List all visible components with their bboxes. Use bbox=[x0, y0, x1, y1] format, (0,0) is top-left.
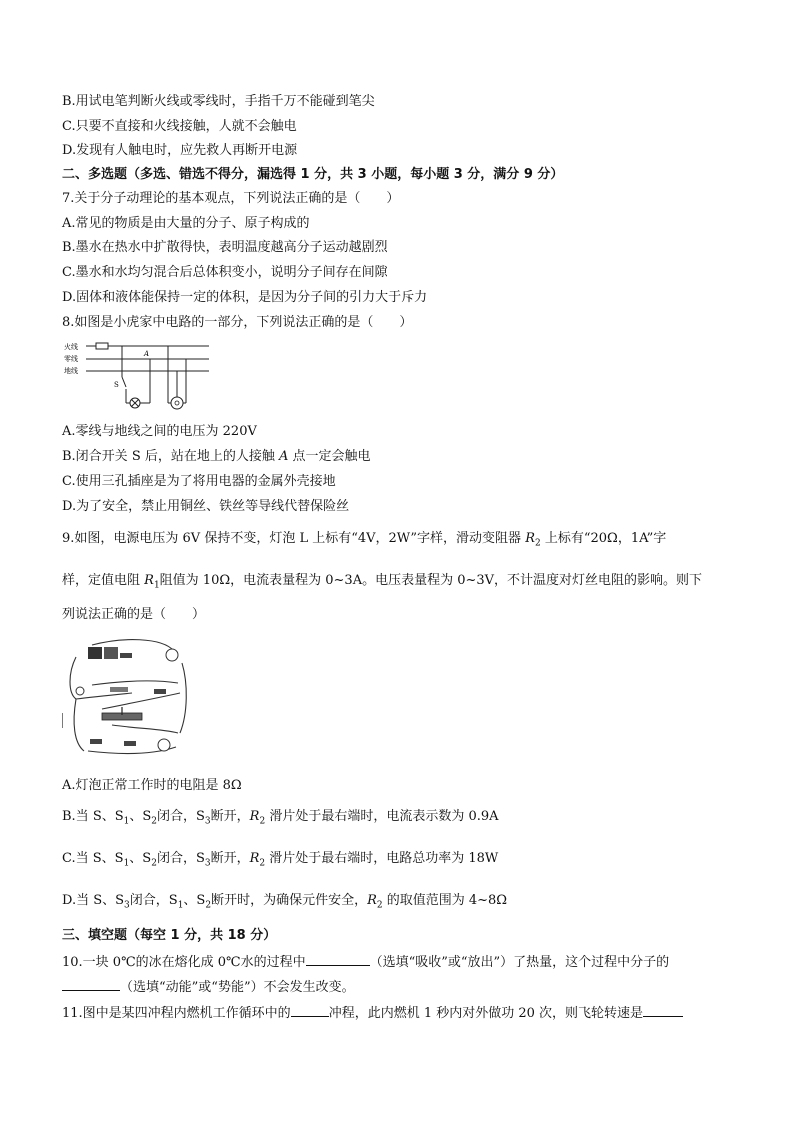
section2-heading: 二、多选题（多选、错选不得分，漏选得 1 分，共 3 小题，每小题 3 分，满分 9 分） bbox=[62, 167, 564, 182]
switch-s1-icon bbox=[154, 689, 166, 694]
ground-wire-label: 地线 bbox=[64, 367, 78, 375]
q8-option-a: A.零线与地线之间的电压为 220V bbox=[62, 424, 257, 439]
q6-option-d: D.发现有人触电时，应先救人再断开电源 bbox=[62, 143, 298, 158]
q11-blank-1[interactable] bbox=[291, 1004, 329, 1017]
neutral-wire-label: 零线 bbox=[64, 355, 78, 363]
switch-s3-icon bbox=[124, 741, 136, 746]
q6-option-c: C.只要不直接和火线接触，人就不会触电 bbox=[62, 119, 297, 134]
q7-option-a: A.常见的物质是由大量的分子、原子构成的 bbox=[62, 216, 310, 231]
q11-line1: 11.图中是某四冲程内燃机工作循环中的 冲程，此内燃机 1 秒内对外做功 20 次，则飞轮转速是 bbox=[62, 1004, 683, 1022]
q10-line1: 10.一块 0℃的冰在熔化成 0℃水的过程中 （选填“吸收”或“放出”）了热量，这个过程中分子的 bbox=[62, 955, 670, 970]
q9-stem-line2: 样，定值电阻 $R_1$阻值为 10Ω，电流表量程为 0~3A。电压表量程为 0~3V，不计温度对灯丝电阻的影响。则下 bbox=[62, 573, 703, 591]
switch-icon bbox=[122, 377, 126, 387]
q9-option-c: C.当 S、$S_1$、$S_2$闭合，$S_3$断开，$R_2$ 滑片处于最右端时，电路总功率为 18W bbox=[62, 851, 499, 869]
q7-stem: 7.关于分子动理论的基本观点，下列说法正确的是（ ） bbox=[62, 191, 400, 206]
live-wire-label: 火线 bbox=[64, 343, 78, 351]
resistor-icon bbox=[110, 687, 128, 692]
q6-option-b: B.用试电笔判断火线或零线时，手指千万不能碰到笔尖 bbox=[62, 94, 375, 109]
battery-icon bbox=[88, 647, 102, 659]
q9-option-a: A.灯泡正常工作时的电阻是 8Ω bbox=[62, 778, 242, 793]
q8-option-d: D.为了安全，禁止用铜丝、铁丝等导线代替保险丝 bbox=[62, 499, 350, 514]
bulb-icon bbox=[76, 687, 84, 695]
q7-option-b: B.墨水在热水中扩散得快，表明温度越高分子运动越剧烈 bbox=[62, 240, 388, 255]
switch-s2-icon bbox=[90, 739, 102, 744]
switch-s-icon bbox=[120, 653, 132, 658]
switch-label: S bbox=[114, 381, 119, 389]
voltmeter-icon bbox=[158, 739, 170, 751]
q8-stem: 8.如图是小虎家中电路的一部分，下列说法正确的是（ ） bbox=[62, 315, 413, 330]
q9-option-b: B.当 S、$S_1$、$S_2$闭合，$S_3$断开，$R_2$ 滑片处于最右端时，电流表示数为 0.9A bbox=[62, 809, 499, 827]
q9-circuit-figure bbox=[62, 633, 190, 765]
socket-icon bbox=[171, 397, 183, 409]
fuse-icon bbox=[96, 343, 108, 349]
q10-blank-2[interactable] bbox=[62, 978, 120, 991]
q11-blank-2[interactable] bbox=[643, 1004, 683, 1017]
q8-option-b: B.闭合开关 S 后，站在地上的人接触 A 点一定会触电 bbox=[62, 449, 371, 464]
q7-option-d: D.固体和液体能保持一定的体积，是因为分子间的引力大于斥力 bbox=[62, 290, 428, 305]
q9-option-d: D.当 S、$S_3$闭合，$S_1$、$S_2$断开时，为确保元件安全，$R_2$ 的取值范围为 4~8Ω bbox=[62, 893, 508, 911]
section3-heading: 三、填空题（每空 1 分，共 18 分） bbox=[62, 928, 277, 943]
q7-option-c: C.墨水和水均匀混合后总体积变小，说明分子间存在间隙 bbox=[62, 265, 388, 280]
ammeter-icon bbox=[166, 649, 178, 661]
q8-circuit-figure bbox=[64, 339, 216, 415]
point-a-label: A bbox=[144, 350, 150, 358]
q9-stem-line1: 9.如图，电源电压为 6V 保持不变，灯泡 L 上标有“4V，2W”字样，滑动变阻器 $R_2$ 上标有“20Ω，1A”字 bbox=[62, 531, 667, 549]
q9-stem-line3: 列说法正确的是（ ） bbox=[62, 607, 206, 622]
q8-option-c: C.使用三孔插座是为了将用电器的金属外壳接地 bbox=[62, 474, 336, 489]
q10-line2: （选填“动能”或“势能”）不会发生改变。 bbox=[62, 978, 355, 996]
q10-blank-1[interactable] bbox=[306, 953, 370, 966]
